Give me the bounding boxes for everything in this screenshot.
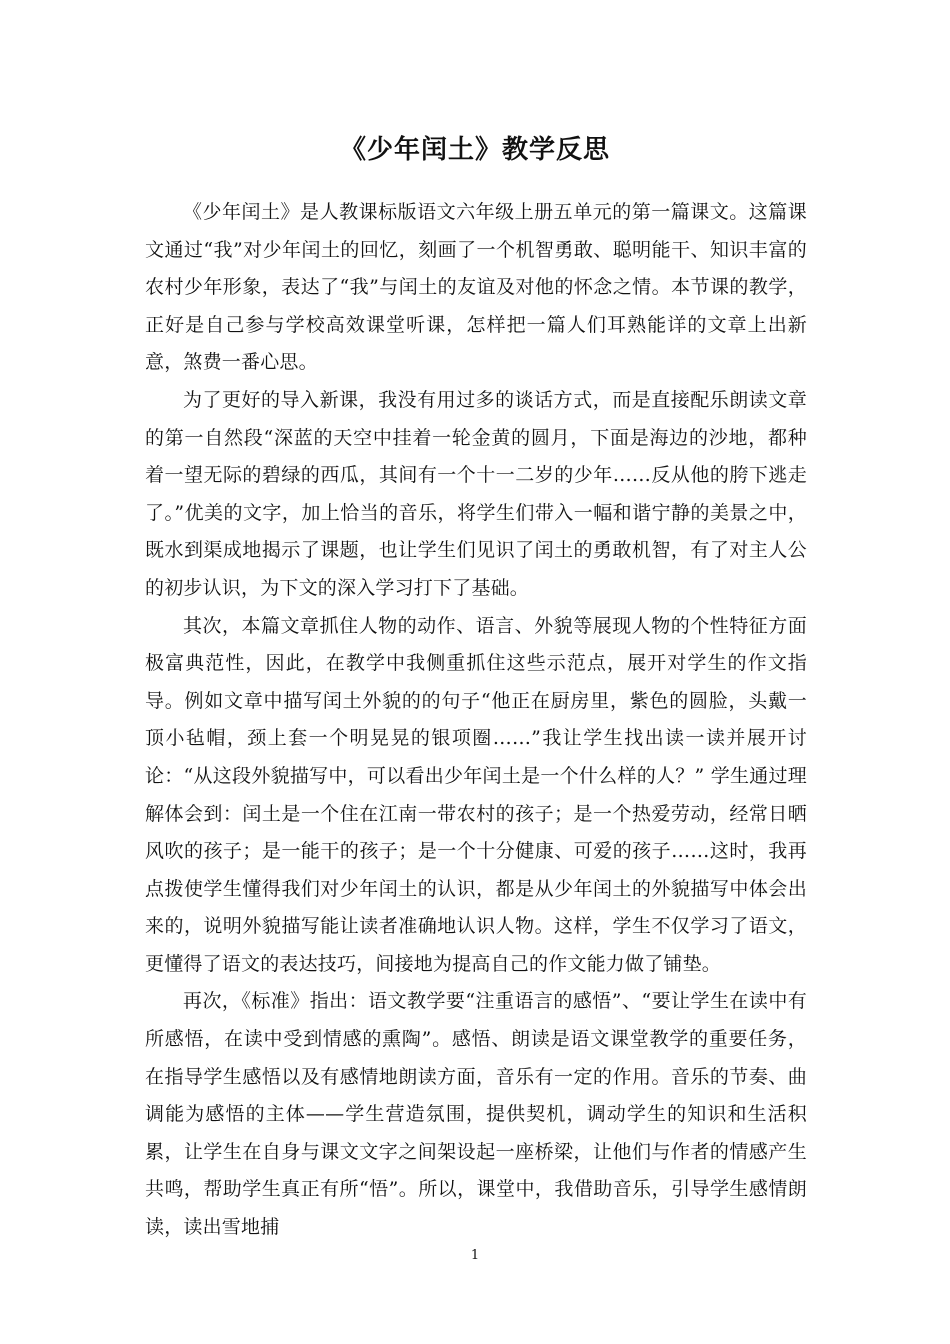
paragraph-3: 其次，本篇文章抓住人物的动作、语言、外貌等展现人物的个性特征方面极富典范性，因此，在教学中我侧重抓住这些示范点，展开对学生的作文指导。例如文章中描写闰土外貌的的句子“他正在厨房里，紫色的圆脸，头戴一顶小毡帽，颈上套一个明晃晃的银项圈……”我让学生找出读一读并展开讨论：“从这段外貌描写中，可以看出少年闰土是一个什么样的人？” 学生通过理解体会到：闰土是一个住在江南一带农村的孩子；是一个热爱劳动，经常日晒风吹的孩子；是一能干的孩子；是一个十分健康、可爱的孩子……这时，我再点拨使学生懂得我们对少年闰土的认识，都是从少年闰土的外貌描写中体会出来的，说明外貌描写能让读者准确地认识人物。这样，学生不仅学习了语文，更懂得了语文的表达技巧，间接地为提高自己的作文能力做了铺垫。 — [145, 614, 807, 975]
paragraph-4: 再次，《标准》指出：语文教学要“注重语言的感悟”、“要让学生在读中有所感悟，在读中受到情感的熏陶”。感悟、朗读是语文课堂教学的重要任务，在指导学生感悟以及有感情地朗读方面，音乐有一定的作用。音乐的节奏、曲调能为感悟的主体——学生营造氛围，提供契机，调动学生的知识和生活积累，让学生在自身与课文文字之间架设起一座桥梁，让他们与作者的情感产生共鸣，帮助学生真正有所“悟”。所以，课堂中，我借助音乐，引导学生感情朗读，读出雪地捕 — [145, 990, 807, 1239]
page-number: 1 — [470, 1248, 480, 1263]
page-title: 《少年闰土》教学反思 — [339, 135, 610, 165]
paragraph-2: 为了更好的导入新课，我没有用过多的谈话方式，而是直接配乐朗读文章的第一自然段“深蓝的天空中挂着一轮金黄的圆月，下面是海边的沙地，都种着一望无际的碧绿的西瓜，其间有一个十一二岁的少年……反从他的胯下逃走了。”优美的文字，加上恰当的音乐，将学生们带入一幅和谐宁静的美景之中，既水到渠成地揭示了课题，也让学生们见识了闰土的勇敢机智，有了对主人公的初步认识，为下文的深入学习打下了基础。 — [145, 388, 807, 599]
document-body — [145, 194, 807, 1247]
paragraph-1: 《少年闰土》是人教课标版语文六年级上册五单元的第一篇课文。这篇课文通过“我”对少年闰土的回忆，刻画了一个机智勇敢、聪明能干、知识丰富的农村少年形象，表达了“我”与闰土的友谊及对他的怀念之情。本节课的教学，正好是自己参与学校高效课堂听课，怎样把一篇人们耳熟能详的文章上出新意，煞费一番心思。 — [145, 201, 807, 374]
